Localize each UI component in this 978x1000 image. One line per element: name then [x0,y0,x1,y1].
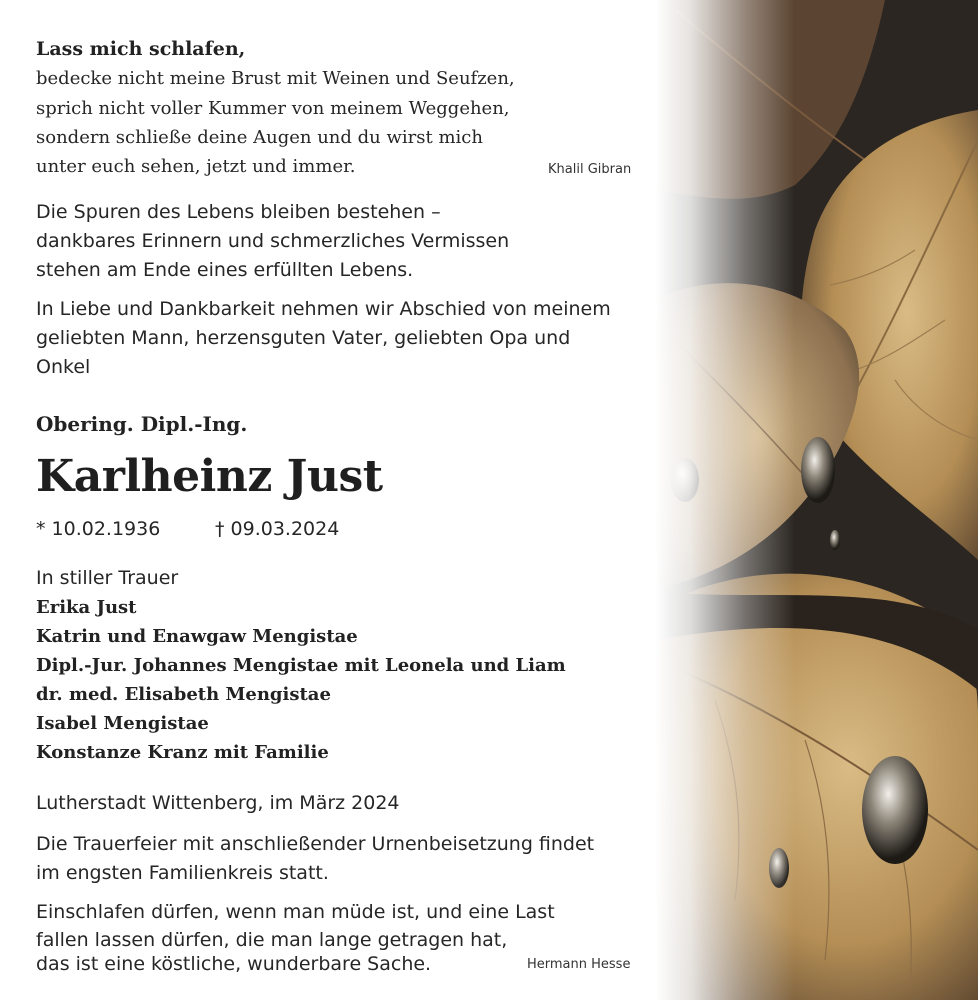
farewell-line: In Liebe und Dankbarkeit nehmen wir Abschied von meinem [36,298,611,320]
death-date: † 09.03.2024 [215,518,340,540]
deceased-title: Obering. Dipl.-Ing. [36,412,248,436]
mourner-name: Konstanze Kranz mit Familie [36,742,329,763]
mourner-name: Katrin und Enawgaw Mengistae [36,626,358,647]
poem-author: Khalil Gibran [548,162,632,177]
intro-line: Die Spuren des Lebens bleiben bestehen – [36,201,441,223]
poem-line: sondern schließe deine Augen und du wirst mich [36,127,483,148]
mourner-name: Isabel Mengistae [36,713,209,734]
mourner-name: Dipl.-Jur. Johannes Mengistae mit Leonela und Liam [36,655,566,676]
poem-line: unter euch sehen, jetzt und immer. [36,156,356,177]
farewell-line: Onkel [36,356,91,378]
poem-title: Lass mich schlafen, [36,38,246,60]
deceased-name: Karlheinz Just [36,451,383,502]
poem-line: sprich nicht voller Kummer von meinem Weggehen, [36,98,510,119]
ceremony-line: Die Trauerfeier mit anschließender Urnenbeisetzung findet [36,833,595,855]
mourner-name: dr. med. Elisabeth Mengistae [36,684,331,705]
intro-line: stehen am Ende eines erfüllten Lebens. [36,259,414,281]
ceremony-line: im engsten Familienkreis statt. [36,862,329,884]
birth-date: * 10.02.1936 [36,518,161,540]
intro-line: dankbares Erinnern und schmerzliches Vermissen [36,230,510,252]
closing-quote-line: fallen lassen dürfen, die man lange getragen hat, [36,929,508,951]
place-date: Lutherstadt Wittenberg, im März 2024 [36,792,400,814]
poem-line: bedecke nicht meine Brust mit Weinen und Seufzen, [36,68,515,89]
closing-quote-line: das ist eine köstliche, wunderbare Sache. [36,953,432,975]
closing-quote-author: Hermann Hesse [527,957,631,972]
mourner-name: Erika Just [36,597,137,618]
closing-quote-line: Einschlafen dürfen, wenn man müde ist, und eine Last [36,901,555,923]
mourners-intro: In stiller Trauer [36,567,179,589]
farewell-line: geliebten Mann, herzensguten Vater, geliebten Opa und [36,327,571,349]
